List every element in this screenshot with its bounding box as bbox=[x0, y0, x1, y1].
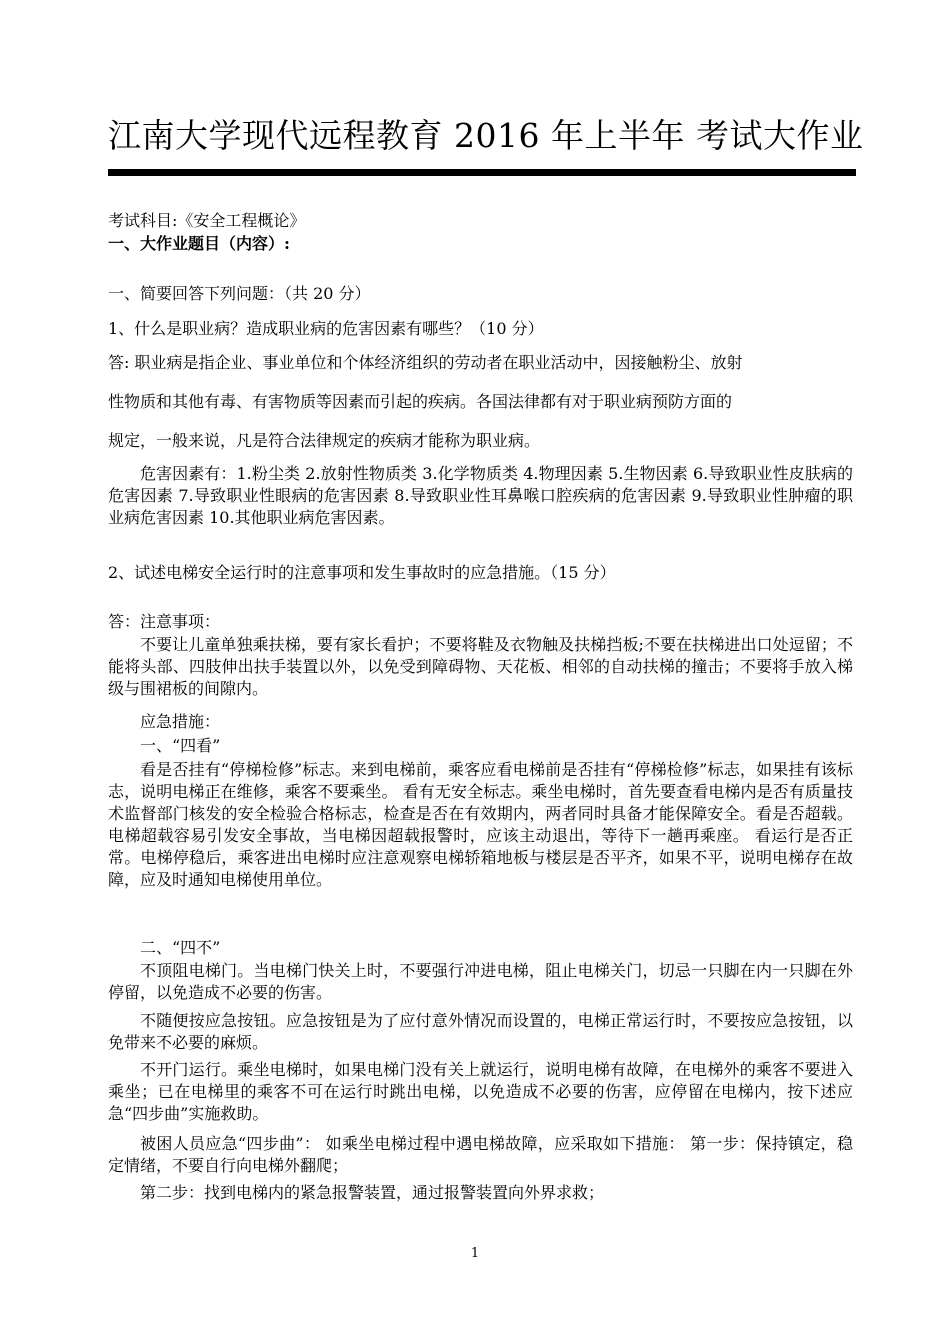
answer-1-line-2: 性物质和其他有毒、有害物质等因素而引起的疾病。各国法律都有对于职业病预防方面的 bbox=[108, 392, 733, 411]
answer-1-line-1: 答: 职业病是指企业、事业单位和个体经济组织的劳动者在职业活动中，因接触粉尘、放射 bbox=[108, 353, 743, 372]
document-title: 江南大学现代远程教育 2016 年上半年 考试大作业 bbox=[108, 116, 864, 155]
question-2: 2、试述电梯安全运行时的注意事项和发生事故时的应急措施。（15 分） bbox=[108, 563, 616, 582]
exam-subject: 考试科目:《安全工程概论》 bbox=[108, 211, 306, 230]
answer-2-do-not-press-emergency: 不随便按应急按钮。应急按钮是为了应付意外情况而设置的，电梯正常运行时，不要按应急按钮，以免带来不必要的麻烦。 bbox=[108, 1011, 853, 1052]
answer-2-four-looks-heading: 一、“四看” bbox=[140, 736, 221, 755]
answer-2-four-nots-heading: 二、“四不” bbox=[140, 938, 221, 957]
title-rule bbox=[108, 169, 856, 176]
question-1: 1、什么是职业病？造成职业病的危害因素有哪些？（10 分） bbox=[108, 319, 544, 338]
answer-2-emergency-heading: 应急措施： bbox=[140, 712, 221, 731]
answer-1-hazard-factors: 危害因素有：1.粉尘类 2.放射性物质类 3.化学物质类 4.物理因素 5.生物因素 6.导致职业性皮肤病的危害因素 7.导致职业性眼病的危害因素 8.导致职业性耳鼻喉口腔疾病的危害因素 9.导致职业性肿瘤的职业病危害因素 10.其他职业病危害因素。 bbox=[108, 464, 853, 527]
answer-2-step-two: 第二步：找到电梯内的紧急报警装置，通过报警装置向外界求救； bbox=[140, 1183, 605, 1202]
answer-2-do-not-block-door: 不顶阻电梯门。当电梯门快关上时，不要强行冲进电梯，阻止电梯关门，切忌一只脚在内一只脚在外停留，以免造成不必要的伤害。 bbox=[108, 961, 853, 1002]
answer-2-precautions: 不要让儿童单独乘扶梯，要有家长看护；不要将鞋及衣物触及扶梯挡板;不要在扶梯进出口处逗留；不能将头部、四肢伸出扶手装置以外，以免受到障碍物、天花板、相邻的自动扶梯的撞击；不要将手放入梯级与围裙板的间隙内。 bbox=[108, 635, 853, 698]
answer-2-heading: 答：注意事项： bbox=[108, 612, 221, 631]
answer-2-four-looks-text: 看是否挂有“停梯检修”标志。来到电梯前，乘客应看电梯前是否挂有“停梯检修”标志，如果挂有该标志，说明电梯正在维修，乘客不要乘坐。 看有无安全标志。乘坐电梯时，首先要查看电梯内是否有质量技术监督部门核发的安全检验合格标志，检查是否在有效期内，两者同时具备才能保障安全。看是否超载。电梯超载容易引发安全事故，当电梯因超载报警时，应该主动退出，等待下一趟再乘座。 看运行是否正常。电梯停稳后，乘客进出电梯时应注意观察电梯轿箱地板与楼层是否平齐，如果不平，说明电梯存在故障，应及时通知电梯使用单位。 bbox=[108, 760, 853, 889]
part-one-heading: 一、简要回答下列问题：（共 20 分） bbox=[108, 284, 371, 303]
answer-1-line-3: 规定，一般来说，凡是符合法律规定的疾病才能称为职业病。 bbox=[108, 431, 541, 450]
section-heading: 一、大作业题目（内容）: bbox=[108, 234, 290, 253]
answer-2-do-not-run-open: 不开门运行。乘坐电梯时，如果电梯门没有关上就运行，说明电梯有故障，在电梯外的乘客不要进入乘坐；已在电梯里的乘客不可在运行时跳出电梯，以免造成不必要的伤害，应停留在电梯内，按下述应急“四步曲”实施救助。 bbox=[108, 1060, 853, 1123]
page-number: 1 bbox=[470, 1246, 480, 1261]
answer-2-four-steps: 被困人员应急“四步曲”： 如乘坐电梯过程中遇电梯故障，应采取如下措施： 第一步：保持镇定，稳定情绪，不要自行向电梯外翻爬； bbox=[108, 1134, 853, 1175]
